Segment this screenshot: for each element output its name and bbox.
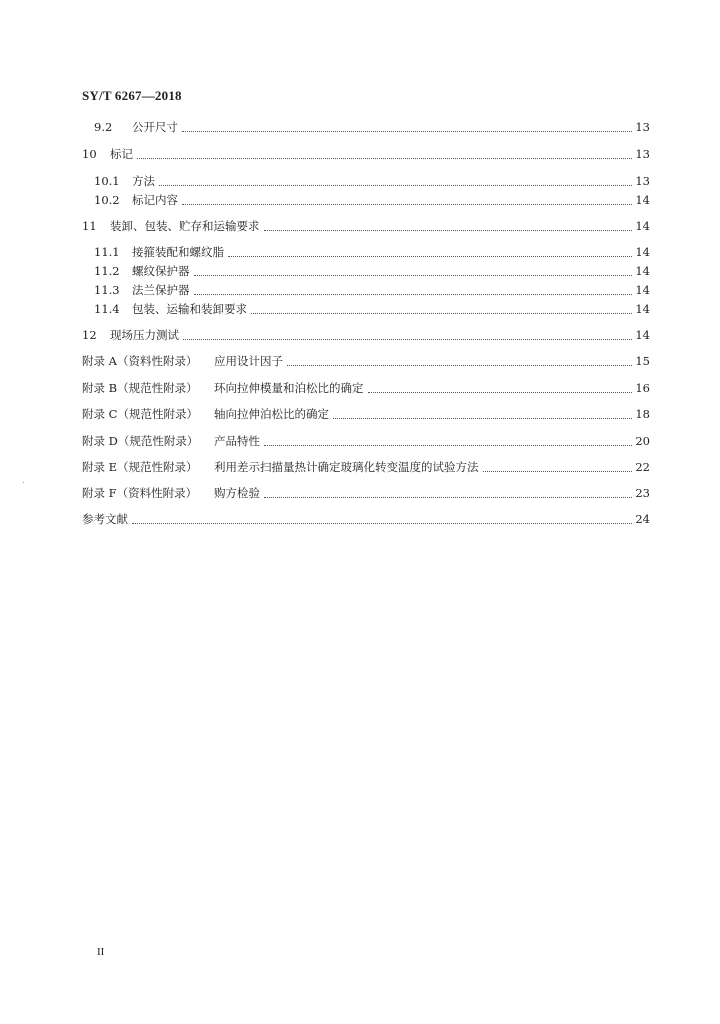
toc-entry-references[interactable] bbox=[0, 511, 650, 529]
toc-title: 应用设计因子 bbox=[214, 354, 283, 368]
toc-number: 10.1 bbox=[94, 174, 120, 188]
toc-leader bbox=[483, 462, 633, 472]
toc-number: 11.2 bbox=[94, 264, 120, 278]
toc-entry-12[interactable] bbox=[0, 327, 650, 345]
toc-page: 14 bbox=[635, 264, 650, 278]
toc-title: 接箍装配和螺纹脂 bbox=[132, 245, 224, 259]
toc-page: 13 bbox=[635, 120, 650, 134]
toc-page: 14 bbox=[635, 245, 650, 259]
toc-page: 14 bbox=[635, 302, 650, 316]
toc-entry-11-2[interactable] bbox=[0, 263, 650, 281]
toc-appendix-label: 附录 C（规范性附录） bbox=[82, 407, 198, 421]
toc-title: 轴向拉伸泊松比的确定 bbox=[214, 407, 329, 421]
toc-page: 20 bbox=[635, 434, 650, 448]
toc-leader bbox=[182, 122, 632, 132]
toc-entry-9-2[interactable] bbox=[0, 119, 650, 137]
toc-title: 产品特性 bbox=[214, 434, 260, 448]
toc-title: 利用差示扫描量热计确定玻璃化转变温度的试验方法 bbox=[214, 460, 479, 474]
toc-entry-11[interactable] bbox=[0, 218, 650, 236]
toc-entry-10[interactable] bbox=[0, 146, 650, 164]
toc-title: 环向拉伸模量和泊松比的确定 bbox=[214, 381, 364, 395]
toc-leader bbox=[228, 247, 632, 257]
toc-number: 11.3 bbox=[94, 283, 120, 297]
toc-leader bbox=[137, 149, 632, 159]
toc-leader bbox=[333, 409, 632, 419]
toc-appendix-label: 附录 E（规范性附录） bbox=[82, 460, 198, 474]
toc-page: 13 bbox=[635, 174, 650, 188]
toc-page: 24 bbox=[635, 512, 650, 526]
standard-code-header: SY/T 6267—2018 bbox=[82, 88, 182, 103]
toc-number: 10 bbox=[82, 147, 97, 161]
toc-number: 11.1 bbox=[94, 245, 120, 259]
toc-title: 公开尺寸 bbox=[132, 120, 178, 134]
toc-page: 14 bbox=[635, 283, 650, 297]
toc-leader bbox=[159, 176, 632, 186]
toc-page: 16 bbox=[635, 381, 650, 395]
toc-number: 12 bbox=[82, 328, 97, 342]
toc-leader bbox=[264, 488, 632, 498]
toc-leader bbox=[182, 195, 632, 205]
toc-appendix-label: 附录 D（规范性附录） bbox=[82, 434, 199, 448]
toc-entry-appendix-b[interactable] bbox=[0, 380, 650, 398]
toc-title: 购方检验 bbox=[214, 486, 260, 500]
toc-entry-10-2[interactable] bbox=[0, 192, 650, 210]
toc-number: 11.4 bbox=[94, 302, 120, 316]
toc-appendix-label: 附录 B（规范性附录） bbox=[82, 381, 198, 395]
toc-leader bbox=[132, 514, 632, 524]
toc-entry-11-4[interactable] bbox=[0, 301, 650, 319]
toc-appendix-label: 附录 F（资料性附录） bbox=[82, 486, 198, 500]
toc-page: 22 bbox=[635, 460, 650, 474]
toc-page: 13 bbox=[635, 147, 650, 161]
toc-title: 现场压力测试 bbox=[110, 328, 179, 342]
toc-number: 9.2 bbox=[94, 120, 113, 134]
toc-appendix-label: 附录 A（资料性附录） bbox=[82, 354, 198, 368]
toc-leader bbox=[194, 266, 633, 276]
toc-entry-appendix-e[interactable] bbox=[0, 459, 650, 477]
page-number-footer: II bbox=[97, 946, 105, 958]
toc-number: 11 bbox=[82, 219, 97, 233]
toc-title: 参考文献 bbox=[82, 512, 128, 526]
scan-speck bbox=[23, 482, 24, 483]
toc-title: 装卸、包装、贮存和运输要求 bbox=[110, 219, 260, 233]
toc-leader bbox=[368, 383, 633, 393]
toc-entry-appendix-f[interactable] bbox=[0, 485, 650, 503]
toc-page: 15 bbox=[635, 354, 650, 368]
toc-leader bbox=[194, 285, 633, 295]
toc-number: 10.2 bbox=[94, 193, 120, 207]
toc-entry-11-1[interactable] bbox=[0, 244, 650, 262]
toc-entry-appendix-a[interactable] bbox=[0, 353, 650, 371]
toc-leader bbox=[287, 356, 632, 366]
toc-leader bbox=[183, 330, 632, 340]
toc-title: 方法 bbox=[132, 174, 155, 188]
toc-leader bbox=[264, 221, 633, 231]
toc-page: 23 bbox=[635, 486, 650, 500]
toc-leader bbox=[251, 304, 632, 314]
toc-page: 14 bbox=[635, 219, 650, 233]
toc-title: 螺纹保护器 bbox=[132, 264, 190, 278]
toc-entry-appendix-d[interactable] bbox=[0, 433, 650, 451]
toc-page: 18 bbox=[635, 407, 650, 421]
toc-page: 14 bbox=[635, 193, 650, 207]
toc-leader bbox=[264, 436, 632, 446]
toc-page: 14 bbox=[635, 328, 650, 342]
toc-entry-10-1[interactable] bbox=[0, 173, 650, 191]
toc-title: 法兰保护器 bbox=[132, 283, 190, 297]
toc-title: 标记 bbox=[110, 147, 133, 161]
toc-title: 包装、运输和装卸要求 bbox=[132, 302, 247, 316]
toc-title: 标记内容 bbox=[132, 193, 178, 207]
toc-entry-appendix-c[interactable] bbox=[0, 406, 650, 424]
toc-entry-11-3[interactable] bbox=[0, 282, 650, 300]
